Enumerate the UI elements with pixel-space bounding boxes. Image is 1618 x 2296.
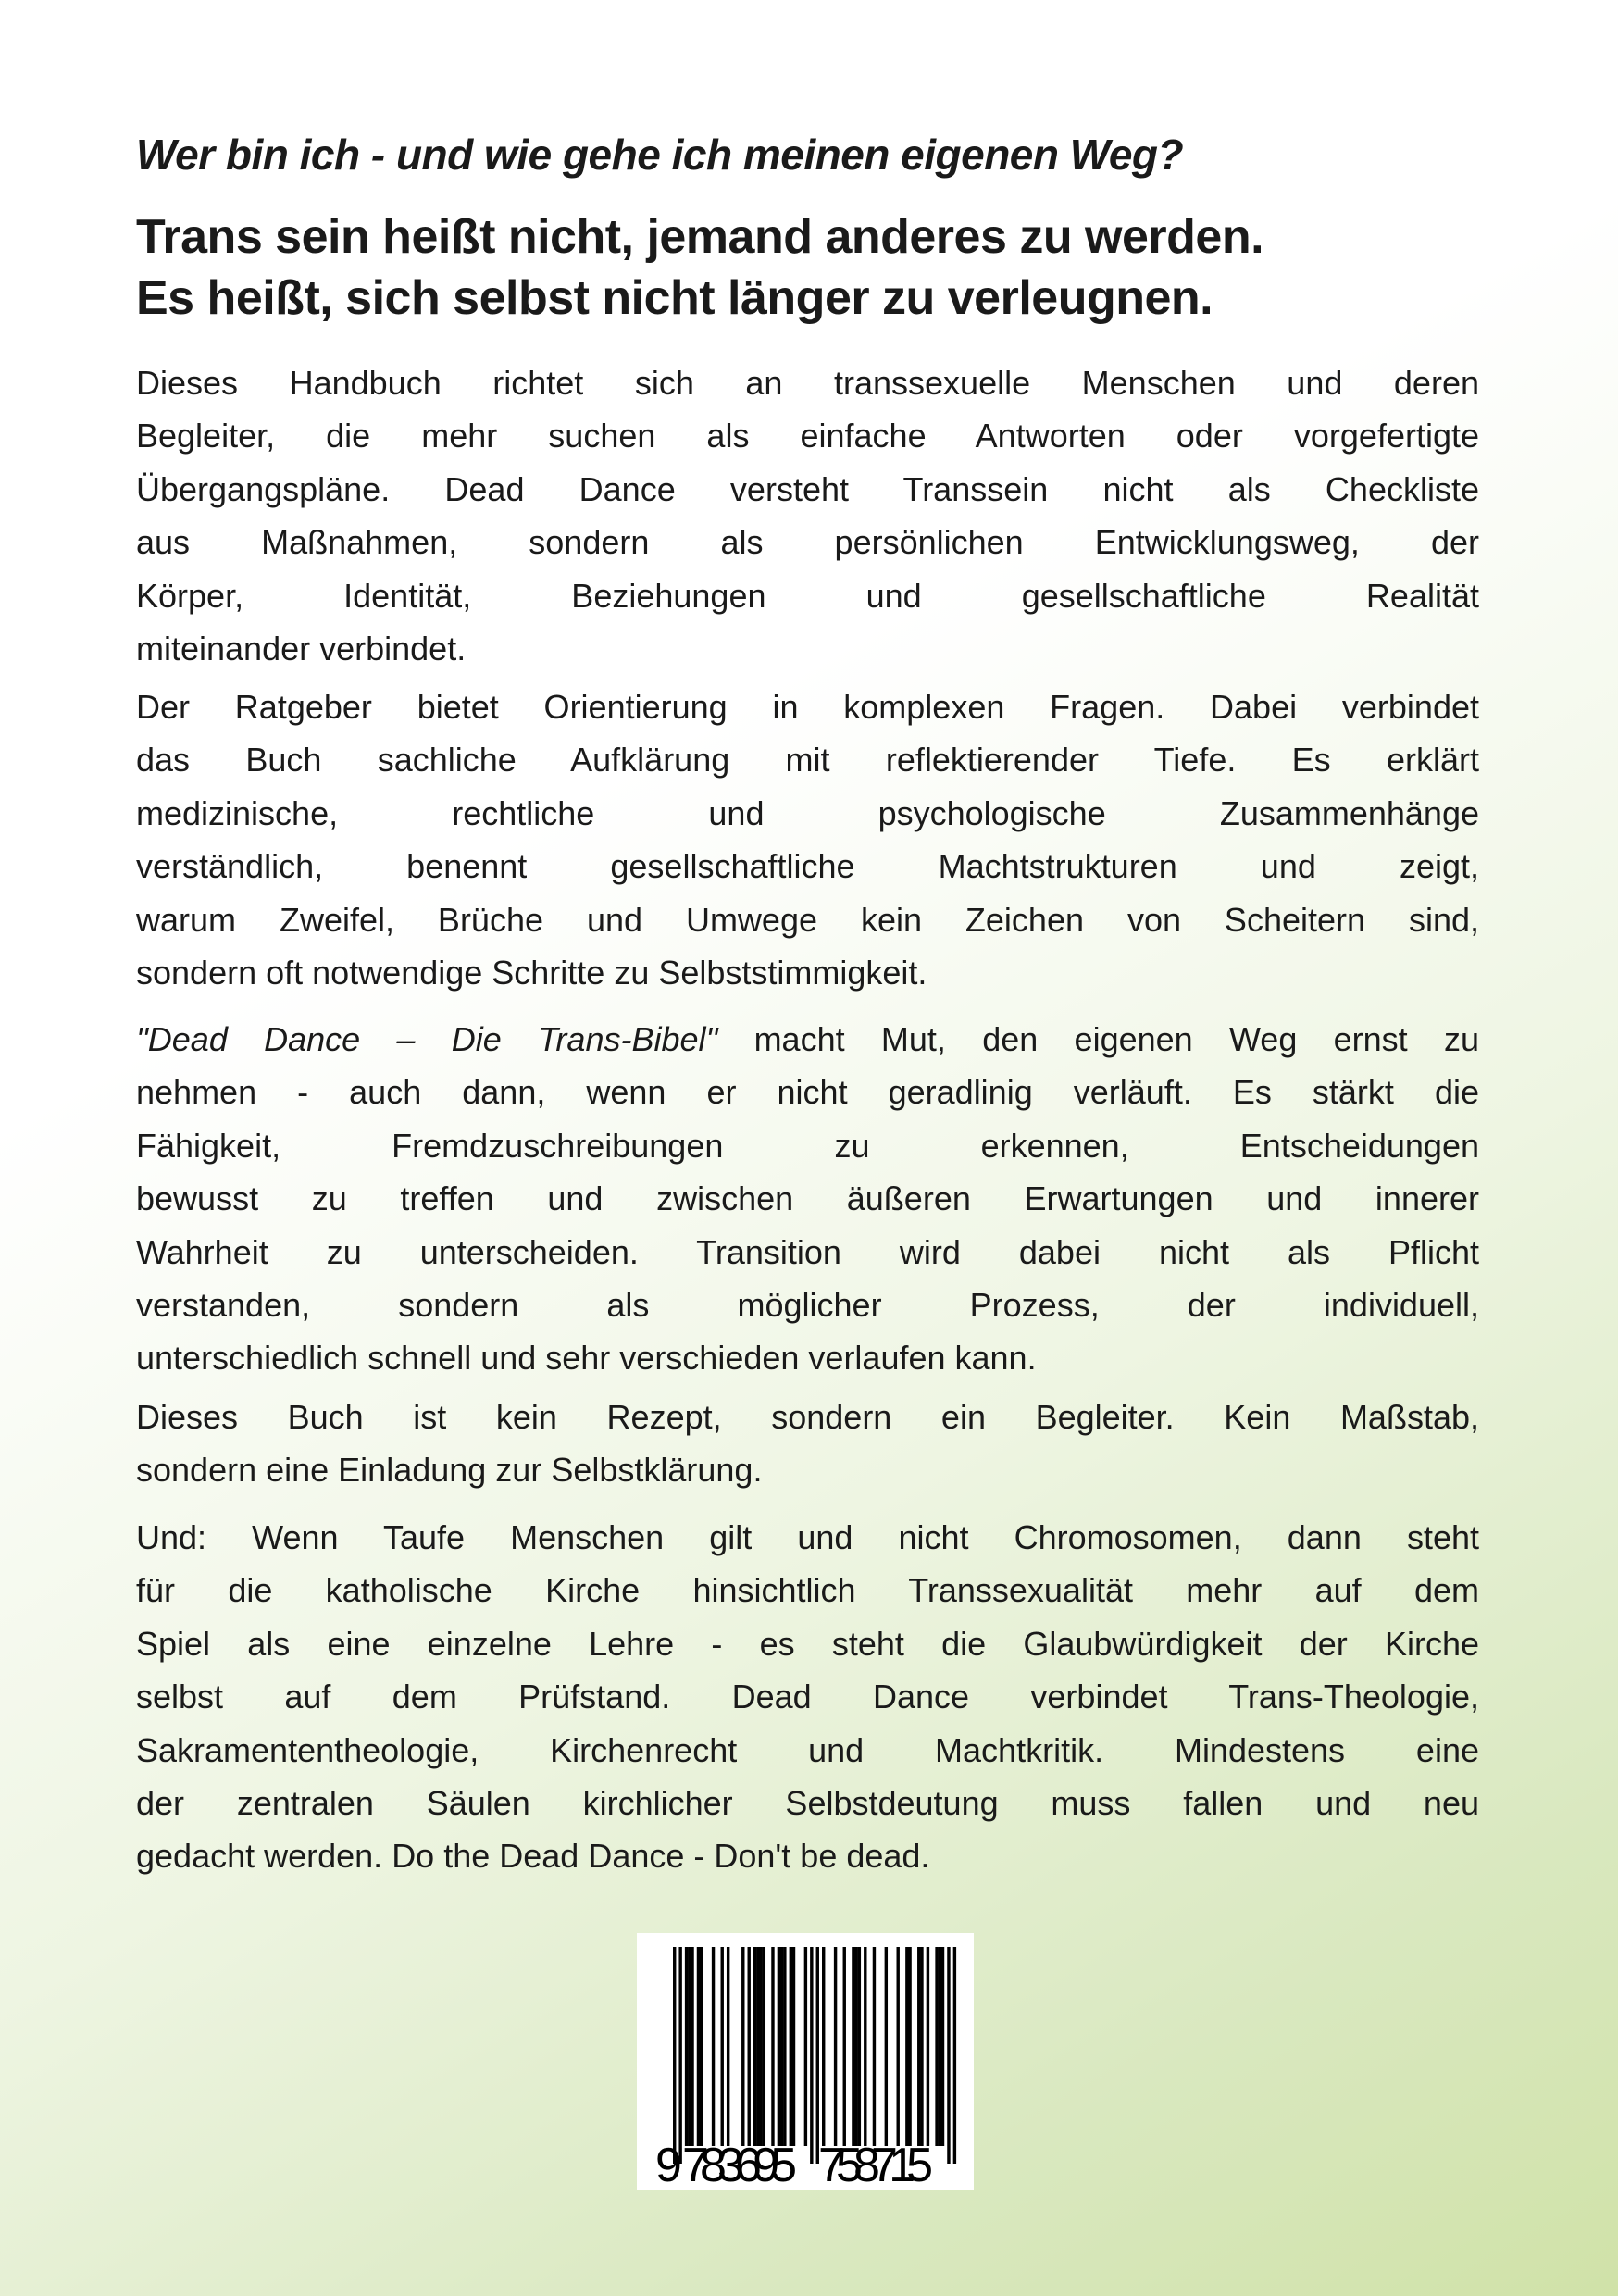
barcode-bar	[908, 1947, 911, 2146]
barcode-bar	[810, 1947, 813, 2164]
barcode-bar	[917, 1947, 920, 2146]
paragraph-line: selbst auf dem Prüfstand. Dead Dance verbindet Trans-Theologie,	[136, 1678, 1479, 1716]
paragraph-line: Körper, Identität, Beziehungen und gesellschaftliche Realität	[136, 576, 1479, 615]
barcode-bar	[763, 1947, 765, 2146]
barcode-bar	[771, 1947, 774, 2146]
paragraph-church	[136, 1511, 1479, 1883]
paragraph-line: sondern oft notwendige Schritte zu Selbststimmigkeit.	[136, 954, 927, 992]
paragraph-line: Sakramententheologie, Kirchenrecht und Machtkritik. Mindestens eine	[136, 1730, 1479, 1769]
barcode-bar	[935, 1947, 938, 2146]
barcode-bar	[727, 1947, 729, 2146]
barcode-bar	[927, 1947, 929, 2146]
paragraph-text: macht Mut, den eigenen Weg ernst zu	[717, 1020, 1479, 1058]
paragraph-line: aus Maßnahmen, sondern als persönlichen Entwicklungsweg, der	[136, 523, 1479, 562]
barcode-bar	[816, 1947, 819, 2164]
barcode-bar	[873, 1947, 876, 2146]
paragraph-line: das Buch sachliche Aufklärung mit reflektierender Tiefe. Es erklärt	[136, 741, 1479, 780]
barcode-bar	[753, 1947, 756, 2146]
barcode-bar	[941, 1947, 944, 2146]
barcode-bar	[778, 1947, 780, 2146]
paragraph-line: gedacht werden. Do the Dead Dance - Don't be dead.	[136, 1837, 930, 1876]
paragraph-courage	[136, 1013, 1479, 1385]
barcode-bar	[697, 1947, 700, 2146]
barcode-digits-right: 758715	[818, 2139, 933, 2190]
paragraph-line	[136, 1013, 1479, 1066]
barcode-bar	[673, 1947, 676, 2164]
barcode-bar	[905, 1947, 908, 2146]
paragraph-line: unterschiedlich schnell und sehr verschieden verlaufen kann.	[136, 1339, 1037, 1378]
barcode-bar	[834, 1947, 837, 2146]
barcode-bar	[748, 1947, 751, 2146]
barcode-bar	[678, 1947, 681, 2164]
paragraph-companion	[136, 1391, 1479, 1497]
barcode-bar	[700, 1947, 703, 2146]
cover-question-headline: Wer bin ich - und wie gehe ich meinen eigenen Weg?	[136, 131, 1184, 179]
paragraph-line: Fähigkeit, Fremdzuschreibungen zu erkennen, Entscheidungen	[136, 1126, 1479, 1165]
cover-statement-line-1: Trans sein heißt nicht, jemand anderes zu werden.	[136, 210, 1264, 264]
barcode-bar	[822, 1947, 825, 2146]
barcode-bar	[885, 1947, 888, 2146]
barcode-bar	[897, 1947, 900, 2146]
paragraph-line: Dieses Handbuch richtet sich an transsexuelle Menschen und deren	[136, 364, 1479, 402]
barcode-bar	[804, 1947, 807, 2146]
paragraph-line: Begleiter, die mehr suchen als einfache Antworten oder vorgefertigte	[136, 417, 1479, 455]
barcode-digits-left: 783695	[682, 2139, 797, 2190]
paragraph-line: sondern eine Einladung zur Selbstklärung.	[136, 1451, 763, 1490]
paragraph-line: warum Zweifel, Brüche und Umwege kein Zeichen von Scheitern sind,	[136, 900, 1479, 939]
paragraph-intro	[136, 356, 1479, 675]
isbn-barcode	[637, 1933, 974, 2190]
barcode-bar	[792, 1947, 795, 2146]
paragraph-line: Der Ratgeber bietet Orientierung in komplexen Fragen. Dabei verbindet	[136, 688, 1479, 726]
paragraph-line: Spiel als eine einzelne Lehre - es steht die Glaubwürdigkeit der Kirche	[136, 1624, 1479, 1663]
barcode-bar	[864, 1947, 866, 2146]
barcode-bar	[780, 1947, 783, 2146]
paragraph-line: verständlich, benennt gesellschaftliche Machtstrukturen und zeigt,	[136, 847, 1479, 886]
cover-statement-line-2: Es heißt, sich selbst nicht länger zu verleugnen.	[136, 271, 1214, 325]
barcode-bar	[741, 1947, 744, 2146]
paragraph-line: Dieses Buch ist kein Rezept, sondern ein Begleiter. Kein Maßstab,	[136, 1398, 1479, 1436]
barcode-bar	[790, 1947, 792, 2146]
paragraph-line: für die katholische Kirche hinsichtlich Transsexualität mehr auf dem	[136, 1571, 1479, 1610]
barcode-bar	[947, 1947, 950, 2164]
barcode-bar	[685, 1947, 688, 2146]
paragraph-line: verstanden, sondern als möglicher Prozess, der individuell,	[136, 1286, 1479, 1325]
book-title: "Dead Dance – Die Trans-Bibel"	[136, 1020, 718, 1058]
barcode-bar	[939, 1947, 941, 2146]
paragraph-line: Und: Wenn Taufe Menschen gilt und nicht Chromosomen, dann steht	[136, 1518, 1479, 1556]
barcode-bar	[712, 1947, 715, 2146]
barcode-bar	[783, 1947, 786, 2146]
barcode-bar	[691, 1947, 693, 2146]
paragraph-line: nehmen - auch dann, wenn er nicht geradlinig verläuft. Es stärkt die	[136, 1073, 1479, 1112]
paragraph-line: miteinander verbindet.	[136, 630, 467, 668]
barcode-bar	[759, 1947, 762, 2146]
barcode-bar	[688, 1947, 691, 2146]
paragraph-line: Übergangspläne. Dead Dance versteht Transsein nicht als Checkliste	[136, 469, 1479, 508]
barcode-bar	[843, 1947, 846, 2146]
paragraph-line: medizinische, rechtliche und psychologische Zusammenhänge	[136, 793, 1479, 832]
barcode-digit-first: 9	[655, 2139, 682, 2190]
paragraph-line: Wahrheit zu unterscheiden. Transition wird dabei nicht als Pflicht	[136, 1232, 1479, 1271]
barcode-bar	[721, 1947, 724, 2146]
barcode-bar	[953, 1947, 956, 2164]
barcode-bar	[854, 1947, 857, 2146]
paragraph-line: der zentralen Säulen kirchlicher Selbstdeutung muss fallen und neu	[136, 1784, 1479, 1823]
barcode-bar	[852, 1947, 854, 2146]
barcode-bar	[756, 1947, 759, 2146]
barcode-graphic	[637, 1933, 974, 2190]
paragraph-line: bewusst zu treffen und zwischen äußeren Erwartungen und innerer	[136, 1179, 1479, 1218]
barcode-bar	[858, 1947, 861, 2146]
barcode-bar	[920, 1947, 923, 2146]
paragraph-guide	[136, 680, 1479, 999]
